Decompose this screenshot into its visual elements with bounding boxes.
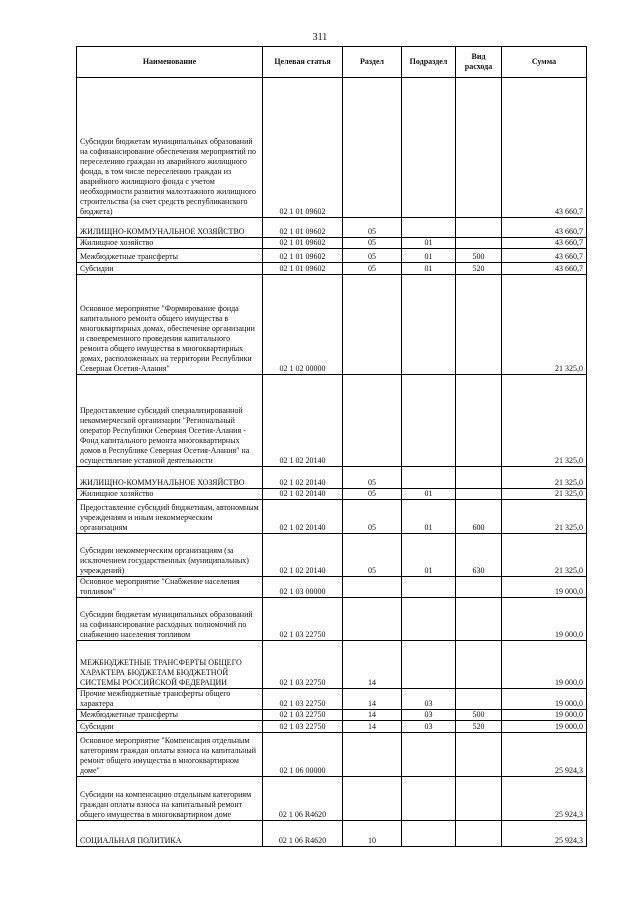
row-section [343, 777, 402, 821]
table-row [77, 489, 587, 500]
row-section: 05 [343, 467, 402, 489]
row-subsection [402, 218, 456, 238]
row-subsection [402, 78, 456, 218]
row-expense-type [456, 821, 502, 847]
row-name: СОЦИАЛЬНАЯ ПОЛИТИКА [77, 821, 263, 847]
row-amount: 19 000,0 [502, 710, 587, 721]
row-name: Субсидии [77, 721, 263, 733]
row-expense-type [456, 375, 502, 467]
row-subsection: 01 [402, 534, 456, 577]
row-name: ЖИЛИЩНО-КОММУНАЛЬНОЕ ХОЗЯЙСТВО [77, 218, 263, 238]
row-name: Основное мероприятие "Компенсация отдельным категориям граждан оплаты взноса на капитальный ремонт общего имущества в многоквартирном доме" [77, 733, 263, 777]
row-name: Межбюджетные трансферты [77, 249, 263, 263]
row-subsection [402, 577, 456, 598]
table-row [77, 777, 587, 821]
row-section [343, 375, 402, 467]
row-expense-type: 600 [456, 500, 502, 534]
table-row [77, 821, 587, 847]
row-expense-type: 520 [456, 263, 502, 275]
row-subsection: 01 [402, 500, 456, 534]
row-target: 02 1 03 22750 [263, 689, 343, 710]
row-name: Основное мероприятие "Формирование фонда капитального ремонта общего имущества в многоквартирных домах, обеспечение организации и своевременного проведения капитального ремонта общего имущества в многоквартирных домах, расположенных на территории Республики Северная Осетия-Алания" [77, 275, 263, 375]
row-target: 02 1 06 R4620 [263, 777, 343, 821]
row-section: 14 [343, 710, 402, 721]
row-subsection: 01 [402, 263, 456, 275]
row-subsection: 03 [402, 689, 456, 710]
row-amount: 21 325,0 [502, 500, 587, 534]
row-name: Основное мероприятие "Снабжение населения топливом" [77, 577, 263, 598]
row-subsection [402, 821, 456, 847]
row-subsection [402, 733, 456, 777]
row-amount: 43 660,7 [502, 238, 587, 249]
row-amount: 21 325,0 [502, 375, 587, 467]
row-subsection [402, 275, 456, 375]
row-name: Межбюджетные трансферты [77, 710, 263, 721]
row-section: 05 [343, 489, 402, 500]
header-amount: Сумма [502, 47, 587, 78]
table-header-row [77, 47, 587, 78]
table-row [77, 263, 587, 275]
row-expense-type [456, 733, 502, 777]
row-subsection [402, 777, 456, 821]
row-amount: 43 660,7 [502, 263, 587, 275]
row-section [343, 577, 402, 598]
row-amount: 43 660,7 [502, 78, 587, 218]
row-section: 14 [343, 721, 402, 733]
row-section [343, 275, 402, 375]
row-amount: 21 325,0 [502, 534, 587, 577]
row-section: 05 [343, 218, 402, 238]
row-expense-type [456, 598, 502, 641]
table-row [77, 598, 587, 641]
row-name: Жилищное хозяйство [77, 238, 263, 249]
row-target: 02 1 02 20140 [263, 534, 343, 577]
row-section: 05 [343, 249, 402, 263]
table-row [77, 689, 587, 710]
row-target: 02 1 02 20140 [263, 489, 343, 500]
row-target: 02 1 01 09602 [263, 263, 343, 275]
row-target: 02 1 02 20140 [263, 375, 343, 467]
row-section: 14 [343, 689, 402, 710]
row-target: 02 1 03 00000 [263, 577, 343, 598]
row-target: 02 1 02 00000 [263, 275, 343, 375]
table-row [77, 275, 587, 375]
row-subsection: 01 [402, 238, 456, 249]
row-name: Субсидии [77, 263, 263, 275]
row-section: 10 [343, 821, 402, 847]
row-name: Субсидии бюджетам муниципальных образований на софинансирование расходных полномочий по снабжению населения топливом [77, 598, 263, 641]
row-amount: 19 000,0 [502, 689, 587, 710]
row-subsection [402, 375, 456, 467]
row-amount: 43 660,7 [502, 218, 587, 238]
row-amount: 21 325,0 [502, 275, 587, 375]
row-target: 02 1 03 22750 [263, 641, 343, 689]
row-name: Предоставление субсидий специализированной некоммерческой организации "Региональный оператор Республики Северная Осетия-Алания - Фонд капитального ремонта многоквартирных домов в Республике Северная Осетия-Алания" на осуществление уставной деятельности [77, 375, 263, 467]
header-name: Наименование [77, 47, 263, 78]
row-target: 02 1 06 00000 [263, 733, 343, 777]
row-name: МЕЖБЮДЖЕТНЫЕ ТРАНСФЕРТЫ ОБЩЕГО ХАРАКТЕРА БЮДЖЕТАМ БЮДЖЕТНОЙ СИСТЕМЫ РОССИЙСКОЙ ФЕДЕРАЦИИ [77, 641, 263, 689]
budget-table [76, 46, 587, 847]
row-amount: 25 924,3 [502, 821, 587, 847]
row-section: 14 [343, 641, 402, 689]
row-amount: 19 000,0 [502, 577, 587, 598]
row-target: 02 1 01 09602 [263, 78, 343, 218]
row-expense-type [456, 218, 502, 238]
row-target: 02 1 02 20140 [263, 467, 343, 489]
header-subsection: Подраздел [402, 47, 456, 78]
row-expense-type [456, 238, 502, 249]
row-name: Субсидии на компенсацию отдельным категориям граждан оплаты взноса на капитальный ремонт общего имущества в многоквартирном доме [77, 777, 263, 821]
row-name: Прочие межбюджетные трансферты общего характера [77, 689, 263, 710]
table-row [77, 641, 587, 689]
row-subsection: 03 [402, 721, 456, 733]
table-row [77, 238, 587, 249]
row-section [343, 78, 402, 218]
row-expense-type [456, 777, 502, 821]
row-section: 05 [343, 263, 402, 275]
row-amount: 19 000,0 [502, 641, 587, 689]
row-expense-type [456, 78, 502, 218]
row-subsection: 03 [402, 710, 456, 721]
row-target: 02 1 01 09602 [263, 249, 343, 263]
row-subsection [402, 641, 456, 689]
row-expense-type [456, 467, 502, 489]
row-name: Субсидии бюджетам муниципальных образований на софинансирование обеспечения мероприятий по переселению граждан из аварийного жилищного фонда, в том числе переселению граждан из аварийного жилищного фонда с учетом необходимости развития малоэтажного жилищного строительства (за счет средств республиканского бюджета) [77, 78, 263, 218]
table-row [77, 733, 587, 777]
table-row [77, 721, 587, 733]
row-target: 02 1 02 20140 [263, 500, 343, 534]
table-row [77, 710, 587, 721]
row-name: Жилищное хозяйство [77, 489, 263, 500]
row-subsection [402, 598, 456, 641]
row-expense-type [456, 689, 502, 710]
row-target: 02 1 03 22750 [263, 598, 343, 641]
row-name: ЖИЛИЩНО-КОММУНАЛЬНОЕ ХОЗЯЙСТВО [77, 467, 263, 489]
row-expense-type: 520 [456, 721, 502, 733]
row-expense-type [456, 275, 502, 375]
row-target: 02 1 06 R4620 [263, 821, 343, 847]
table-row [77, 375, 587, 467]
row-target: 02 1 01 09602 [263, 238, 343, 249]
row-name: Предоставление субсидий бюджетным, автономным учреждениям и иным некоммерческим организациям [77, 500, 263, 534]
row-section: 05 [343, 500, 402, 534]
header-section: Раздел [343, 47, 402, 78]
row-amount: 19 000,0 [502, 721, 587, 733]
table-row [77, 249, 587, 263]
table-row [77, 78, 587, 218]
row-subsection [402, 467, 456, 489]
row-amount: 21 325,0 [502, 489, 587, 500]
row-name: Субсидии некоммерческим организациям (за исключением государственных (муниципальных) учреждений) [77, 534, 263, 577]
row-expense-type: 500 [456, 710, 502, 721]
row-amount: 25 924,3 [502, 733, 587, 777]
row-amount: 43 660,7 [502, 249, 587, 263]
row-expense-type [456, 489, 502, 500]
header-target: Целевая статья [263, 47, 343, 78]
table-row [77, 500, 587, 534]
row-expense-type: 630 [456, 534, 502, 577]
row-section [343, 733, 402, 777]
page-number: 311 [312, 32, 328, 43]
row-subsection: 01 [402, 249, 456, 263]
row-section: 05 [343, 238, 402, 249]
row-amount: 21 325,0 [502, 467, 587, 489]
row-target: 02 1 03 22750 [263, 710, 343, 721]
row-expense-type [456, 577, 502, 598]
row-target: 02 1 01 09602 [263, 218, 343, 238]
table-row [77, 467, 587, 489]
table-row [77, 534, 587, 577]
header-expense-type: Вид расхода [456, 47, 502, 78]
row-section: 05 [343, 534, 402, 577]
row-section [343, 598, 402, 641]
row-amount: 19 000,0 [502, 598, 587, 641]
row-subsection: 01 [402, 489, 456, 500]
table-row [77, 218, 587, 238]
row-expense-type [456, 641, 502, 689]
row-expense-type: 500 [456, 249, 502, 263]
row-target: 02 1 03 22750 [263, 721, 343, 733]
row-amount: 25 924,3 [502, 777, 587, 821]
table-row [77, 577, 587, 598]
